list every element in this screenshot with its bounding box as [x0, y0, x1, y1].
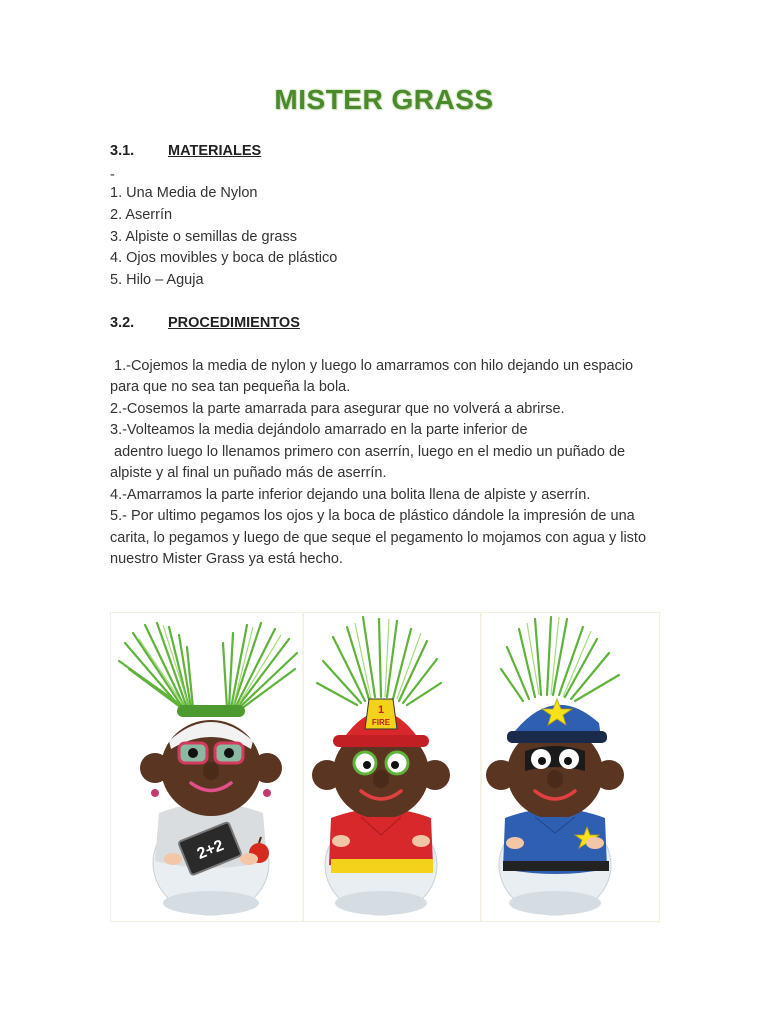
materials-label: MATERIALES: [168, 143, 262, 159]
procedure-line: 3.-Volteamos la media dejándolo amarrado en la parte inferior de: [110, 422, 528, 438]
teacher-figure: [119, 623, 297, 915]
procedure-line: alpiste y al final un puñado más de aserrín.: [110, 465, 387, 481]
materials-dash: -: [110, 167, 115, 183]
procedure-line: 4.-Amarramos la parte inferior dejando una bolita llena de alpiste y aserrín.: [110, 487, 591, 503]
list-item: 4. Ojos movibles y boca de plástico: [110, 250, 338, 266]
chalkboard-text: 2+2: [194, 837, 227, 863]
list-item: 5. Hilo – Aguja: [110, 272, 204, 288]
materials-heading: [110, 143, 261, 159]
firefighter-figure: [312, 617, 450, 915]
procedures-number: 3.2.: [110, 315, 135, 331]
hat-number: 1: [377, 704, 385, 716]
procedure-line: para que no sea tan pequeña la bola.: [110, 379, 351, 395]
mister-grass-photo: [110, 612, 660, 922]
procedures-label: PROCEDIMIENTOS: [168, 315, 300, 331]
list-item: 1. Una Media de Nylon: [110, 185, 258, 201]
page-title: MISTER GRASS: [274, 84, 494, 115]
hat-label: FIRE: [371, 718, 391, 727]
list-item: 2. Aserrín: [110, 207, 173, 223]
procedure-line: 1.-Cojemos la media de nylon y luego lo amarramos con hilo dejando un espacio: [110, 358, 634, 374]
procedure-line: adentro luego lo llenamos primero con aserrín, luego en el medio un puñado de: [110, 444, 626, 460]
procedure-line: nuestro Mister Grass ya está hecho.: [110, 551, 343, 567]
police-figure: [486, 617, 624, 915]
materials-number: 3.1.: [110, 143, 135, 159]
procedure-line: 5.- Por ultimo pegamos los ojos y la boca de plástico dándole la impresión de una: [110, 508, 635, 524]
procedures-heading: [110, 315, 300, 331]
procedure-line: carita, lo pegamos y luego de que seque el pegamento lo mojamos con agua y listo: [110, 530, 647, 546]
list-item: 3. Alpiste o semillas de grass: [110, 229, 297, 245]
procedure-line: 2.-Cosemos la parte amarrada para asegurar que no volverá a abrirse.: [110, 401, 565, 417]
